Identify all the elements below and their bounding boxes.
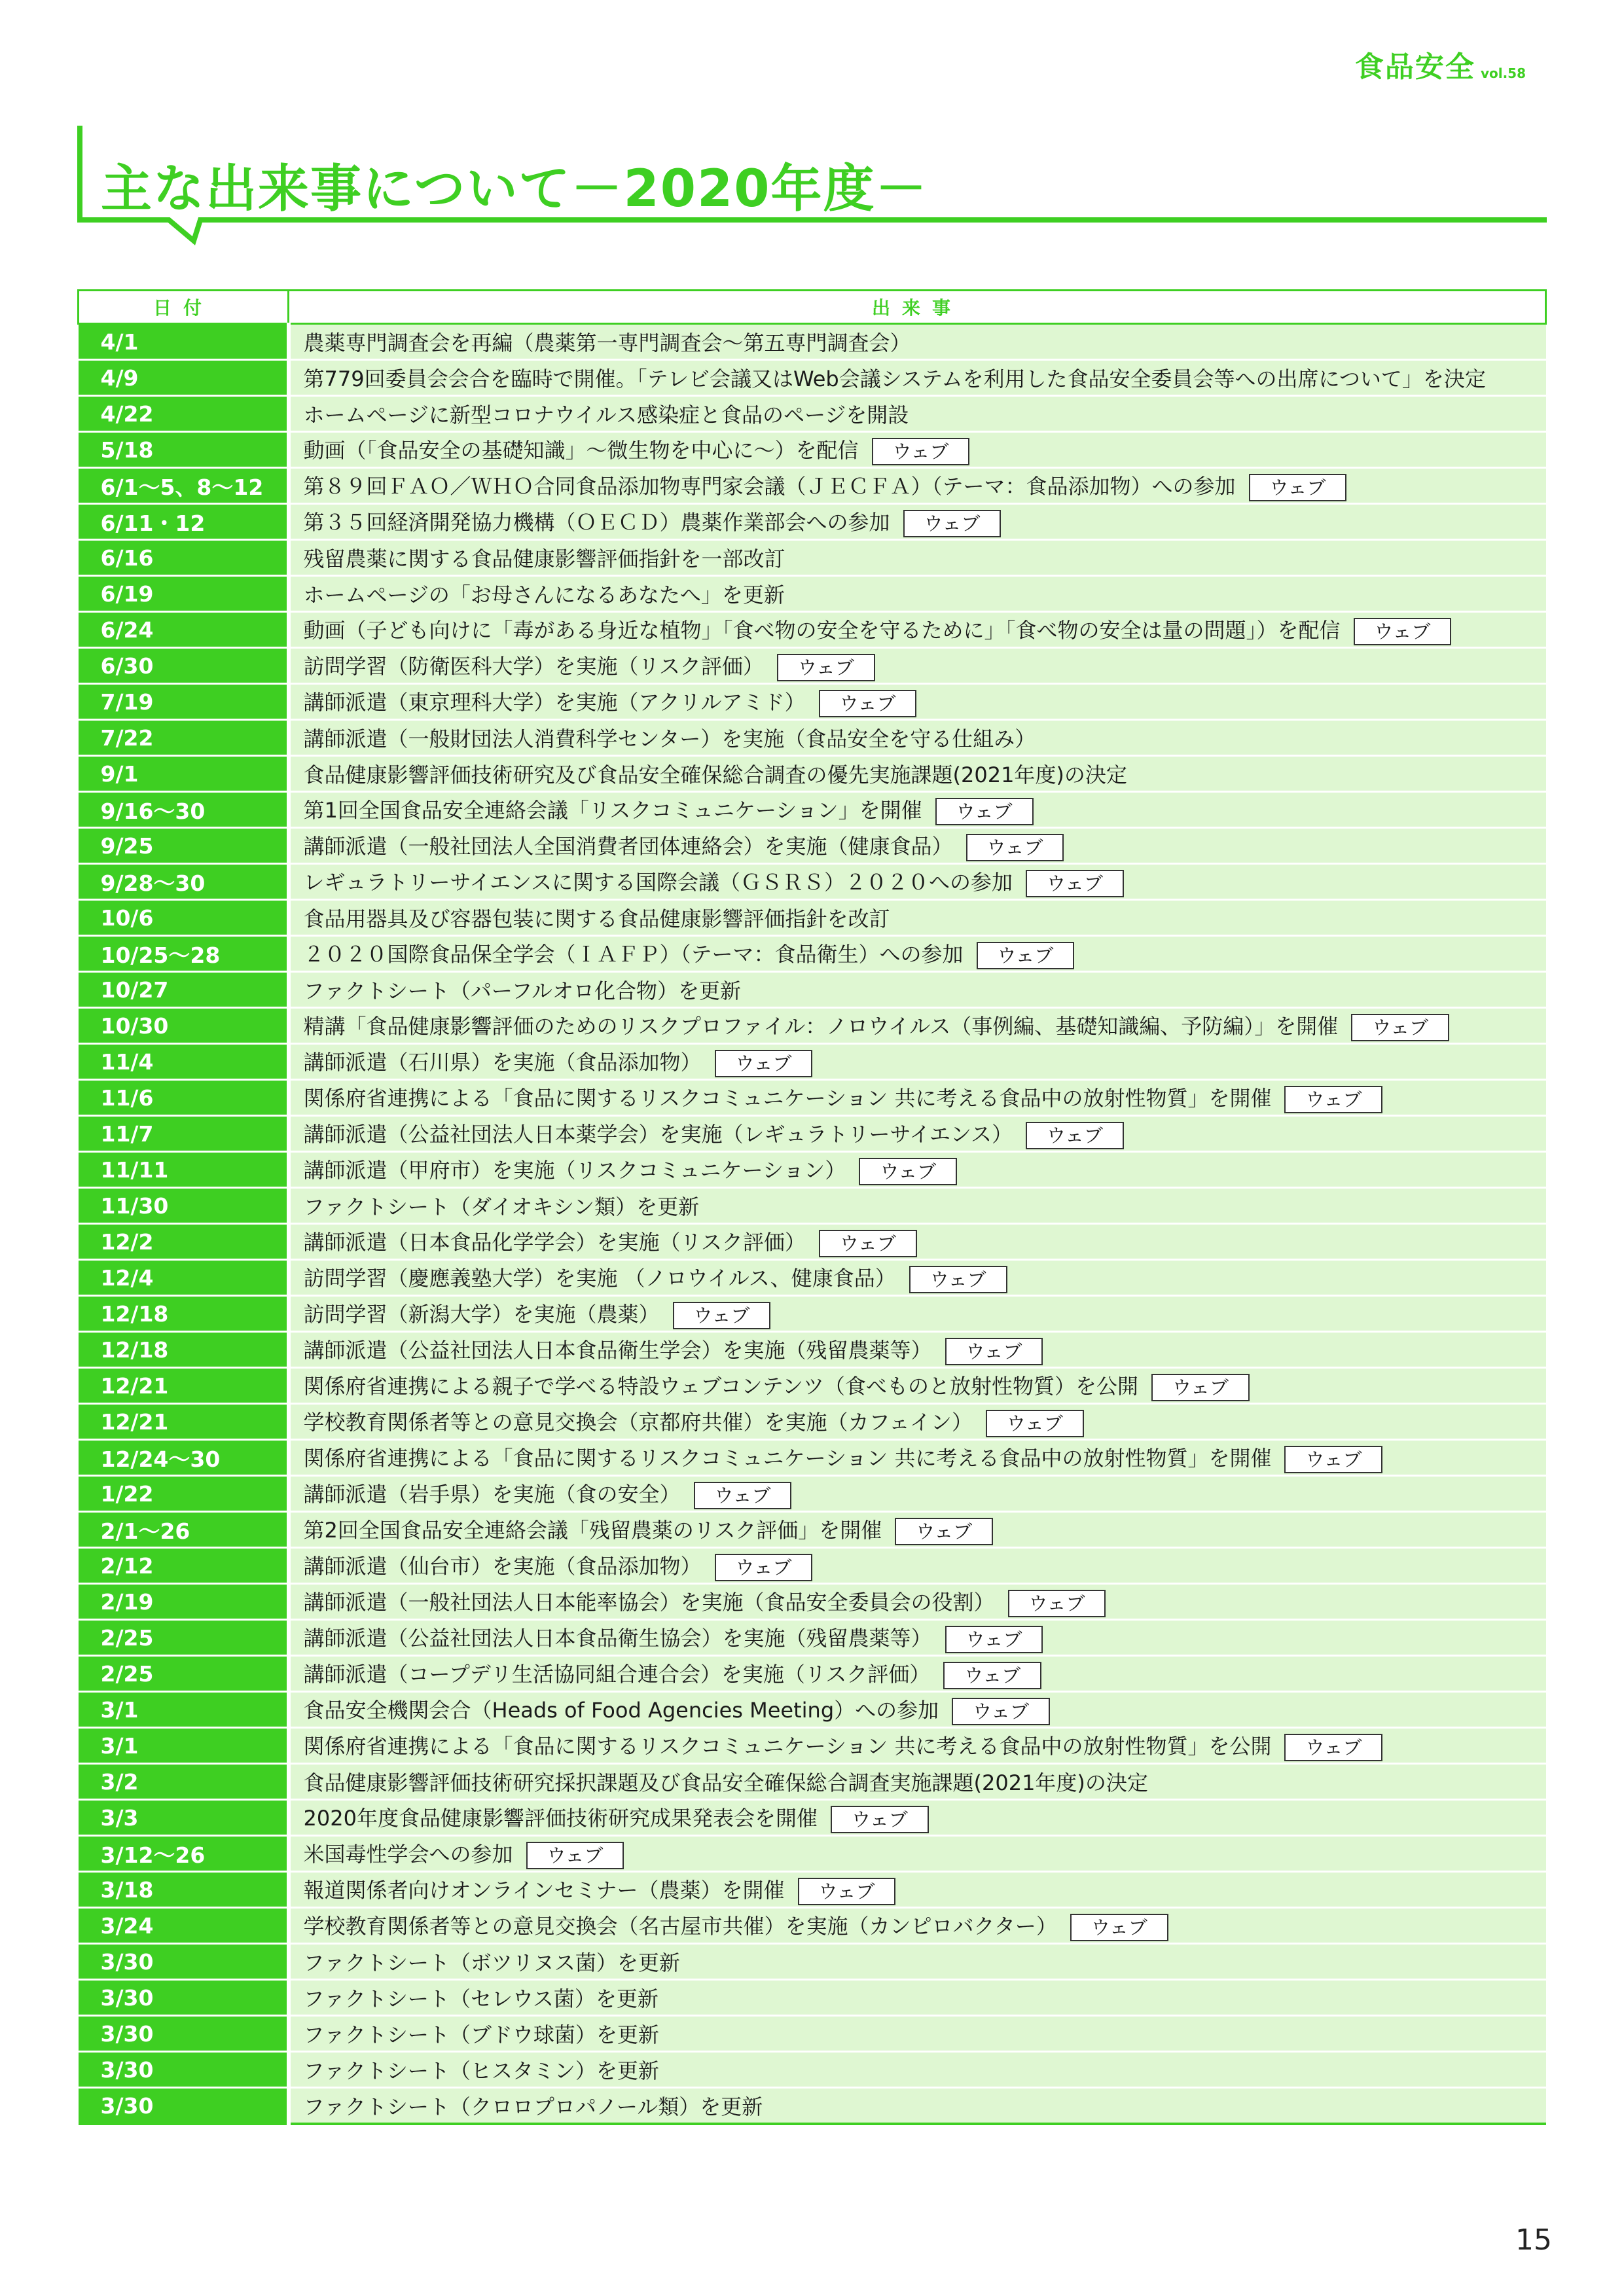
event-cell [289, 1152, 1546, 1188]
event-cell [289, 792, 1546, 828]
event-date: 4/1 [79, 324, 289, 360]
page-number: 15 [1515, 2223, 1552, 2257]
event-date: 10/27 [79, 972, 289, 1008]
web-link-tag[interactable]: ウェブ [966, 834, 1064, 861]
table-row [79, 1800, 1546, 1836]
event-cell [289, 1656, 1546, 1692]
event-date: 10/25～28 [79, 936, 289, 972]
web-link-tag[interactable]: ウェブ [903, 510, 1001, 537]
event-description: 講師派遣（一般社団法人全国消費者団体連絡会）を実施（健康食品） [303, 834, 953, 859]
event-description: 精講「食品健康影響評価のためのリスクプロファイル：ノロウイルス（事例編、基礎知識編、予防編）」を開催 [303, 1014, 1339, 1039]
event-cell [289, 684, 1546, 720]
table-row [79, 2016, 1546, 2052]
web-link-tag[interactable]: ウェブ [1008, 1590, 1106, 1617]
event-cell [289, 1368, 1546, 1404]
table-row [79, 1944, 1546, 1980]
table-row [79, 1908, 1546, 1944]
brand-name: 食品安全 [1354, 50, 1475, 84]
event-date: 12/2 [79, 1224, 289, 1260]
table-row [79, 2088, 1546, 2125]
event-cell [289, 396, 1546, 432]
event-date: 3/30 [79, 2016, 289, 2052]
event-description: 食品健康影響評価技術研究及び食品安全確保総合調査の優先実施課題(2021年度)の決定 [303, 762, 1127, 787]
event-description: 報道関係者向けオンラインセミナー（農薬）を開催 [303, 1878, 785, 1903]
event-date: 6/1～5、8～12 [79, 468, 289, 504]
event-date: 6/16 [79, 540, 289, 576]
event-date: 6/24 [79, 612, 289, 648]
event-description: 講師派遣（一般財団法人消費科学センター）を実施（食品安全を守る仕組み） [303, 726, 1036, 751]
page-title: 主な出来事について－2020年度－ [101, 160, 928, 219]
event-cell [289, 1980, 1546, 2016]
web-link-tag[interactable]: ウェブ [673, 1302, 771, 1329]
event-description: 第779回委員会会合を臨時で開催。「テレビ会議又はWeb会議システムを利用した食品安全委員会等への出席について」を決定 [303, 367, 1486, 391]
event-date: 3/1 [79, 1692, 289, 1728]
event-cell [289, 1476, 1546, 1512]
event-description: 第８９回ＦＡＯ／ＷＨＯ合同食品添加物専門家会議（ＪＥＣＦＡ）（テーマ：食品添加物）への参加 [303, 474, 1236, 499]
event-date: 12/24～30 [79, 1440, 289, 1476]
event-cell [289, 324, 1546, 360]
event-description: 講師派遣（仙台市）を実施（食品添加物） [303, 1554, 702, 1579]
column-header-event: 出来事 [289, 291, 1546, 324]
table-row [79, 612, 1546, 648]
web-link-tag[interactable]: ウェブ [526, 1842, 624, 1869]
event-description: 講師派遣（一般社団法人日本能率協会）を実施（食品安全委員会の役割） [303, 1590, 995, 1615]
event-date: 2/25 [79, 1620, 289, 1656]
table-row [79, 1296, 1546, 1332]
table-row [79, 1512, 1546, 1548]
event-description: 学校教育関係者等との意見交換会（京都府共催）を実施（カフェイン） [303, 1410, 973, 1435]
table-row [79, 936, 1546, 972]
event-cell [289, 1008, 1546, 1044]
table-row [79, 1044, 1546, 1080]
event-description: ファクトシート（ヒスタミン）を更新 [303, 2058, 659, 2083]
event-date: 3/18 [79, 1872, 289, 1908]
table-row [79, 1980, 1546, 2016]
table-row [79, 1404, 1546, 1440]
publication-brand [1355, 39, 1526, 85]
web-link-tag[interactable]: ウェブ [819, 1230, 917, 1257]
event-date: 9/25 [79, 828, 289, 864]
event-date: 2/19 [79, 1584, 289, 1620]
web-link-tag[interactable]: ウェブ [1026, 870, 1124, 897]
event-cell [289, 2052, 1546, 2088]
event-description: 訪問学習（防衛医科大学）を実施（リスク評価） [303, 654, 764, 679]
volume-number: vol.58 [1480, 65, 1526, 81]
table-row [79, 2052, 1546, 2088]
web-link-tag[interactable]: ウェブ [859, 1158, 957, 1185]
table-row [79, 1152, 1546, 1188]
table-row [79, 1728, 1546, 1764]
web-link-tag[interactable]: ウェブ [1151, 1374, 1250, 1401]
table-row [79, 576, 1546, 612]
web-link-tag[interactable]: ウェブ [694, 1482, 792, 1509]
table-row [79, 1836, 1546, 1872]
event-date: 6/19 [79, 576, 289, 612]
event-date: 11/30 [79, 1188, 289, 1224]
event-cell [289, 936, 1546, 972]
event-cell [289, 1728, 1546, 1764]
event-cell [289, 1044, 1546, 1080]
web-link-tag[interactable]: ウェブ [715, 1554, 813, 1581]
web-link-tag[interactable]: ウェブ [909, 1266, 1007, 1293]
table-row [79, 1008, 1546, 1044]
event-date: 12/18 [79, 1296, 289, 1332]
event-description: 2020年度食品健康影響評価技術研究成果発表会を開催 [303, 1806, 818, 1831]
event-cell [289, 1872, 1546, 1908]
event-date: 4/22 [79, 396, 289, 432]
event-cell [289, 576, 1546, 612]
web-link-tag[interactable]: ウェブ [945, 1338, 1043, 1365]
table-row [79, 432, 1546, 468]
web-link-tag[interactable]: ウェブ [1026, 1122, 1124, 1149]
event-description: ホームページに新型コロナウイルス感染症と食品のページを開設 [303, 403, 909, 427]
event-cell [289, 1224, 1546, 1260]
table-row [79, 360, 1546, 396]
event-cell [289, 540, 1546, 576]
event-description: ファクトシート（セレウス菌）を更新 [303, 1986, 659, 2011]
event-description: 講師派遣（東京理科大学）を実施（アクリルアミド） [303, 690, 806, 715]
table-row [79, 1584, 1546, 1620]
event-date: 3/24 [79, 1908, 289, 1944]
event-description: 農薬専門調査会を再編（農薬第一専門調査会～第五専門調査会） [303, 331, 911, 355]
table-row [79, 540, 1546, 576]
event-cell [289, 468, 1546, 504]
event-date: 11/11 [79, 1152, 289, 1188]
event-cell [289, 1800, 1546, 1836]
event-description: 講師派遣（公益社団法人日本食品衛生学会）を実施（残留農薬等） [303, 1338, 932, 1363]
event-cell [289, 1584, 1546, 1620]
title-block [77, 118, 1547, 249]
table-row [79, 1188, 1546, 1224]
column-header-date: 日付 [79, 291, 289, 324]
event-date: 3/12～26 [79, 1836, 289, 1872]
event-date: 2/1～26 [79, 1512, 289, 1548]
event-date: 7/19 [79, 684, 289, 720]
event-description: ファクトシート（ブドウ球菌）を更新 [303, 2022, 659, 2047]
event-cell [289, 972, 1546, 1008]
table-row [79, 1692, 1546, 1728]
event-cell [289, 2016, 1546, 2052]
web-link-tag[interactable]: ウェブ [1351, 1014, 1449, 1041]
event-date: 6/30 [79, 648, 289, 684]
table-row [79, 972, 1546, 1008]
event-date: 10/6 [79, 900, 289, 936]
event-cell [289, 1764, 1546, 1800]
table-row [79, 1224, 1546, 1260]
event-cell [289, 504, 1546, 540]
event-date: 3/1 [79, 1728, 289, 1764]
table-row [79, 756, 1546, 792]
event-description: 講師派遣（石川県）を実施（食品添加物） [303, 1050, 702, 1075]
table-row [79, 1872, 1546, 1908]
web-link-tag[interactable]: ウェブ [935, 798, 1034, 825]
event-date: 12/21 [79, 1368, 289, 1404]
event-description: 講師派遣（公益社団法人日本薬学会）を実施（レギュラトリーサイエンス） [303, 1122, 1013, 1147]
event-description: 関係府省連携による「食品に関するリスクコミュニケーション 共に考える食品中の放射性物質」を開催 [303, 1086, 1272, 1111]
event-description: 動画（子ども向けに「毒がある身近な植物」「食べ物の安全を守るために」「食べ物の安全は量の問題」）を配信 [303, 618, 1341, 643]
event-description: 食品用器具及び容器包装に関する食品健康影響評価指針を改訂 [303, 906, 890, 931]
table-row [79, 900, 1546, 936]
web-link-tag[interactable]: ウェブ [952, 1698, 1050, 1725]
web-link-tag[interactable]: ウェブ [777, 654, 875, 681]
event-description: 学校教育関係者等との意見交換会（名古屋市共催）を実施（カンピロバクター） [303, 1914, 1057, 1939]
table-row [79, 1440, 1546, 1476]
event-cell [289, 648, 1546, 684]
table-row [79, 324, 1546, 360]
event-date: 11/6 [79, 1080, 289, 1116]
event-description: 第1回全国食品安全連絡会議「リスクコミュニケーション」を開催 [303, 798, 922, 823]
event-cell [289, 432, 1546, 468]
table-row [79, 1116, 1546, 1152]
table-row [79, 1764, 1546, 1800]
event-cell [289, 900, 1546, 936]
event-cell [289, 864, 1546, 900]
event-description: 食品健康影響評価技術研究採択課題及び食品安全確保総合調査実施課題(2021年度)の決定 [303, 1770, 1148, 1795]
event-description: 残留農薬に関する食品健康影響評価指針を一部改訂 [303, 547, 785, 571]
event-date: 11/7 [79, 1116, 289, 1152]
table-row [79, 1548, 1546, 1584]
event-date: 3/3 [79, 1800, 289, 1836]
event-cell [289, 1440, 1546, 1476]
event-description: 講師派遣（公益社団法人日本食品衛生協会）を実施（残留農薬等） [303, 1626, 932, 1651]
event-date: 5/18 [79, 432, 289, 468]
event-date: 12/18 [79, 1332, 289, 1368]
event-date: 6/11・12 [79, 504, 289, 540]
event-date: 3/30 [79, 1980, 289, 2016]
event-cell [289, 1080, 1546, 1116]
event-description: 関係府省連携による親子で学べる特設ウェブコンテンツ（食べものと放射性物質）を公開 [303, 1374, 1139, 1399]
event-description: 講師派遣（日本食品化学学会）を実施（リスク評価） [303, 1230, 806, 1255]
web-link-tag[interactable]: ウェブ [1284, 1446, 1382, 1473]
table-row [79, 1080, 1546, 1116]
event-date: 7/22 [79, 720, 289, 756]
event-date: 10/30 [79, 1008, 289, 1044]
event-description: 関係府省連携による「食品に関するリスクコミュニケーション 共に考える食品中の放射性物質」を開催 [303, 1446, 1272, 1471]
event-cell [289, 1692, 1546, 1728]
event-cell [289, 2088, 1546, 2125]
event-cell [289, 1188, 1546, 1224]
events-body [79, 324, 1546, 2125]
event-date: 12/4 [79, 1260, 289, 1296]
table-row [79, 468, 1546, 504]
event-date: 3/30 [79, 2052, 289, 2088]
web-link-tag[interactable]: ウェブ [872, 438, 970, 465]
event-date: 2/12 [79, 1548, 289, 1584]
event-description: 食品安全機関会合（Heads of Food Agencies Meeting）への参加 [303, 1698, 939, 1723]
table-row [79, 828, 1546, 864]
web-link-tag[interactable]: ウェブ [715, 1050, 813, 1077]
table-row [79, 396, 1546, 432]
event-cell [289, 1908, 1546, 1944]
event-description: ２０２０国際食品保全学会（ＩＡＦＰ）（テーマ：食品衛生）への参加 [303, 942, 964, 967]
web-link-tag[interactable]: ウェブ [798, 1878, 896, 1905]
event-cell [289, 720, 1546, 756]
event-description: ファクトシート（ボツリヌス菌）を更新 [303, 1950, 680, 1975]
event-cell [289, 1512, 1546, 1548]
table-row [79, 1260, 1546, 1296]
table-row [79, 864, 1546, 900]
event-cell [289, 1944, 1546, 1980]
web-link-tag[interactable]: ウェブ [831, 1806, 929, 1833]
table-row [79, 792, 1546, 828]
event-description: 訪問学習（慶應義塾大学）を実施 （ノロウイルス、健康食品） [303, 1266, 896, 1291]
event-description: ファクトシート（クロロプロパノール類）を更新 [303, 2094, 763, 2119]
table-row [79, 1476, 1546, 1512]
event-description: 訪問学習（新潟大学）を実施（農薬） [303, 1302, 660, 1327]
table-row [79, 1656, 1546, 1692]
web-link-tag[interactable]: ウェブ [945, 1626, 1043, 1653]
event-description: 講師派遣（岩手県）を実施（食の安全） [303, 1482, 681, 1507]
web-link-tag[interactable]: ウェブ [1354, 618, 1452, 645]
table-row [79, 1620, 1546, 1656]
event-date: 3/30 [79, 2088, 289, 2125]
event-cell [289, 1620, 1546, 1656]
web-link-tag[interactable]: ウェブ [943, 1662, 1041, 1689]
event-cell [289, 1836, 1546, 1872]
event-description: ファクトシート（パーフルオロ化合物）を更新 [303, 978, 741, 1003]
table-row [79, 720, 1546, 756]
web-link-tag[interactable]: ウェブ [1284, 1734, 1382, 1761]
event-cell [289, 612, 1546, 648]
event-cell [289, 360, 1546, 396]
table-row [79, 684, 1546, 720]
event-description: 講師派遣（コープデリ生活協同組合連合会）を実施（リスク評価） [303, 1662, 931, 1687]
event-description: 第３５回経済開発協力機構（ＯＥＣＤ）農薬作業部会への参加 [303, 510, 890, 535]
event-description: 関係府省連携による「食品に関するリスクコミュニケーション 共に考える食品中の放射性物質」を公開 [303, 1734, 1272, 1759]
web-link-tag[interactable]: ウェブ [1249, 474, 1347, 501]
event-date: 2/25 [79, 1656, 289, 1692]
table-header-row [79, 291, 1546, 324]
event-cell [289, 756, 1546, 792]
event-cell [289, 1404, 1546, 1440]
event-description: 動画（「食品安全の基礎知識」～微生物を中心に～）を配信 [303, 438, 859, 463]
event-date: 12/21 [79, 1404, 289, 1440]
web-link-tag[interactable]: ウェブ [895, 1518, 993, 1545]
event-description: 第2回全国食品安全連絡会議「残留農薬のリスク評価」を開催 [303, 1518, 882, 1543]
event-cell [289, 1116, 1546, 1152]
web-link-tag[interactable]: ウェブ [1070, 1914, 1168, 1941]
event-description: レギュラトリーサイエンスに関する国際会議（ＧＳＲＳ）２０２０への参加 [303, 870, 1013, 895]
event-cell [289, 1332, 1546, 1368]
table-row [79, 648, 1546, 684]
event-date: 3/2 [79, 1764, 289, 1800]
event-description: 講師派遣（甲府市）を実施（リスクコミュニケーション） [303, 1158, 846, 1183]
event-date: 9/16～30 [79, 792, 289, 828]
event-cell [289, 1548, 1546, 1584]
event-date: 1/22 [79, 1476, 289, 1512]
table-row [79, 1332, 1546, 1368]
web-link-tag[interactable]: ウェブ [1284, 1086, 1382, 1113]
event-date: 9/1 [79, 756, 289, 792]
event-date: 4/9 [79, 360, 289, 396]
web-link-tag[interactable]: ウェブ [977, 942, 1075, 969]
event-cell [289, 828, 1546, 864]
event-description: ホームページの「お母さんになるあなたへ」を更新 [303, 583, 785, 607]
web-link-tag[interactable]: ウェブ [819, 690, 917, 717]
event-cell [289, 1260, 1546, 1296]
event-date: 9/28～30 [79, 864, 289, 900]
table-row [79, 504, 1546, 540]
event-date: 3/30 [79, 1944, 289, 1980]
table-row [79, 1368, 1546, 1404]
event-date: 11/4 [79, 1044, 289, 1080]
web-link-tag[interactable]: ウェブ [986, 1410, 1084, 1437]
event-cell [289, 1296, 1546, 1332]
events-table [77, 289, 1547, 2125]
event-description: ファクトシート（ダイオキシン類）を更新 [303, 1194, 700, 1219]
event-description: 米国毒性学会への参加 [303, 1842, 513, 1867]
